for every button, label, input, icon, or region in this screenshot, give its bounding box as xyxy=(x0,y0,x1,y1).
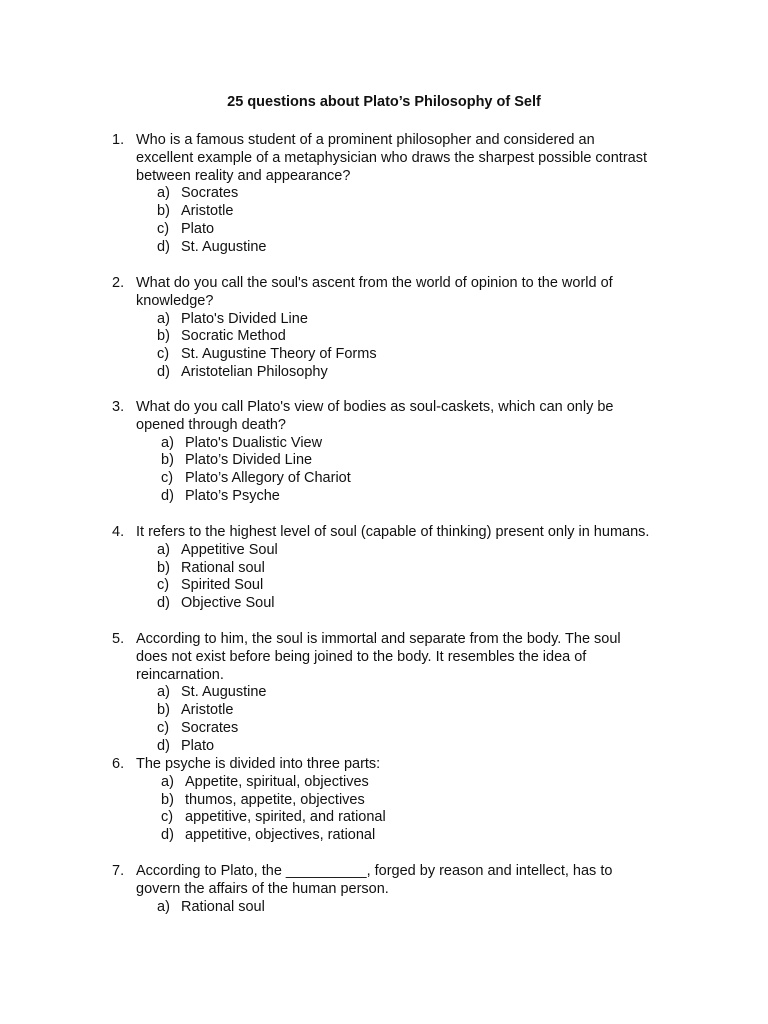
option-d xyxy=(112,239,652,257)
option-b xyxy=(112,792,652,810)
question-6 xyxy=(112,756,652,845)
option-letter: c) xyxy=(157,220,170,237)
question-1 xyxy=(112,132,652,257)
option-text: Socratic Method xyxy=(181,328,286,345)
option-b xyxy=(112,702,652,720)
option-text: thumos, appetite, objectives xyxy=(185,791,365,808)
option-text: Plato's Dualistic View xyxy=(185,434,323,451)
option-c xyxy=(112,720,652,738)
option-letter: b) xyxy=(157,559,170,576)
option-letter: d) xyxy=(157,238,170,255)
question-7 xyxy=(112,863,652,916)
option-list xyxy=(112,542,652,613)
option-list xyxy=(112,774,652,845)
option-a xyxy=(112,542,652,560)
option-text: Aristotle xyxy=(181,203,234,220)
question-number: 6. xyxy=(112,756,125,772)
option-text: Plato xyxy=(181,737,215,754)
option-letter: b) xyxy=(157,702,170,719)
option-d xyxy=(112,488,652,506)
option-text: Socrates xyxy=(181,719,239,736)
option-letter: a) xyxy=(157,185,170,202)
option-letter: c) xyxy=(157,577,170,594)
option-c xyxy=(112,577,652,595)
question-text: According to him, the soul is immortal and separate from the body. The soul does not exist before being joined to the body. It resembles the idea of reincarnation. xyxy=(136,631,621,683)
option-letter: b) xyxy=(157,203,170,220)
option-list xyxy=(112,899,652,917)
option-text: Plato’s Psyche xyxy=(185,487,280,504)
option-d xyxy=(112,364,652,382)
option-text: Plato’s Allegory of Chariot xyxy=(185,470,351,487)
option-letter: c) xyxy=(161,470,174,487)
option-a xyxy=(112,185,652,203)
option-letter: d) xyxy=(157,363,170,380)
question-number: 2. xyxy=(112,275,125,291)
question-number: 5. xyxy=(112,631,125,647)
option-letter: a) xyxy=(161,773,174,790)
option-letter: c) xyxy=(157,719,170,736)
option-text: St. Augustine Theory of Forms xyxy=(181,346,377,363)
option-text: St. Augustine xyxy=(181,684,267,701)
question-2 xyxy=(112,275,652,382)
option-text: Objective Soul xyxy=(181,595,275,612)
option-b xyxy=(112,203,652,221)
option-letter: d) xyxy=(157,737,170,754)
option-c xyxy=(112,346,652,364)
option-b xyxy=(112,328,652,346)
question-text: The psyche is divided into three parts: xyxy=(136,756,381,772)
question-text: What do you call Plato's view of bodies as soul-caskets, which can only be opened through death? xyxy=(136,399,614,433)
option-d xyxy=(112,595,652,613)
option-letter: d) xyxy=(157,595,170,612)
question-text: Who is a famous student of a prominent philosopher and considered an excellent example of a metaphysician who draws the sharpest possible contrast between reality and appearance? xyxy=(136,132,647,184)
option-letter: a) xyxy=(157,684,170,701)
option-list xyxy=(112,684,652,755)
option-text: appetitive, spirited, and rational xyxy=(185,809,386,826)
option-a xyxy=(112,311,652,329)
option-text: Appetite, spiritual, objectives xyxy=(185,773,369,790)
option-text: Rational soul xyxy=(181,898,265,915)
option-text: St. Augustine xyxy=(181,238,267,255)
option-letter: a) xyxy=(157,541,170,558)
question-4 xyxy=(112,524,652,613)
option-c xyxy=(112,470,652,488)
option-text: Plato’s Divided Line xyxy=(185,452,313,469)
option-d xyxy=(112,827,652,845)
option-letter: a) xyxy=(157,310,170,327)
option-letter: b) xyxy=(161,452,174,469)
option-text: Aristotelian Philosophy xyxy=(181,363,328,380)
document-title: 25 questions about Plato’s Philosophy of Self xyxy=(227,94,541,110)
option-letter: b) xyxy=(161,791,174,808)
option-text: Appetitive Soul xyxy=(181,541,278,558)
option-b xyxy=(112,560,652,578)
option-letter: b) xyxy=(157,328,170,345)
option-text: Aristotle xyxy=(181,702,234,719)
option-letter: c) xyxy=(157,346,170,363)
option-text: Spirited Soul xyxy=(181,577,264,594)
option-c xyxy=(112,809,652,827)
option-letter: c) xyxy=(161,809,174,826)
question-5 xyxy=(112,631,652,756)
option-d xyxy=(112,738,652,756)
question-text: It refers to the highest level of soul (capable of thinking) present only in humans. xyxy=(136,524,650,540)
option-a xyxy=(112,684,652,702)
option-a xyxy=(112,774,652,792)
option-list xyxy=(112,435,652,506)
question-number: 4. xyxy=(112,524,125,540)
question-number: 7. xyxy=(112,863,125,879)
question-text: What do you call the soul's ascent from the world of opinion to the world of knowledge? xyxy=(136,275,613,309)
option-letter: a) xyxy=(161,434,174,451)
option-letter: d) xyxy=(161,827,174,844)
option-b xyxy=(112,452,652,470)
option-a xyxy=(112,435,652,453)
option-text: appetitive, objectives, rational xyxy=(185,827,376,844)
option-letter: d) xyxy=(161,487,174,504)
option-text: Plato xyxy=(181,220,215,237)
question-3 xyxy=(112,399,652,506)
option-list xyxy=(112,185,652,256)
option-text: Rational soul xyxy=(181,559,265,576)
option-text: Plato's Divided Line xyxy=(181,310,308,327)
option-a xyxy=(112,899,652,917)
option-c xyxy=(112,221,652,239)
question-number: 3. xyxy=(112,399,125,415)
option-letter: a) xyxy=(157,898,170,915)
option-text: Socrates xyxy=(181,185,239,202)
question-number: 1. xyxy=(112,132,125,148)
option-list xyxy=(112,311,652,382)
question-text: According to Plato, the __________, forged by reason and intellect, has to govern the affairs of the human person. xyxy=(136,863,613,897)
